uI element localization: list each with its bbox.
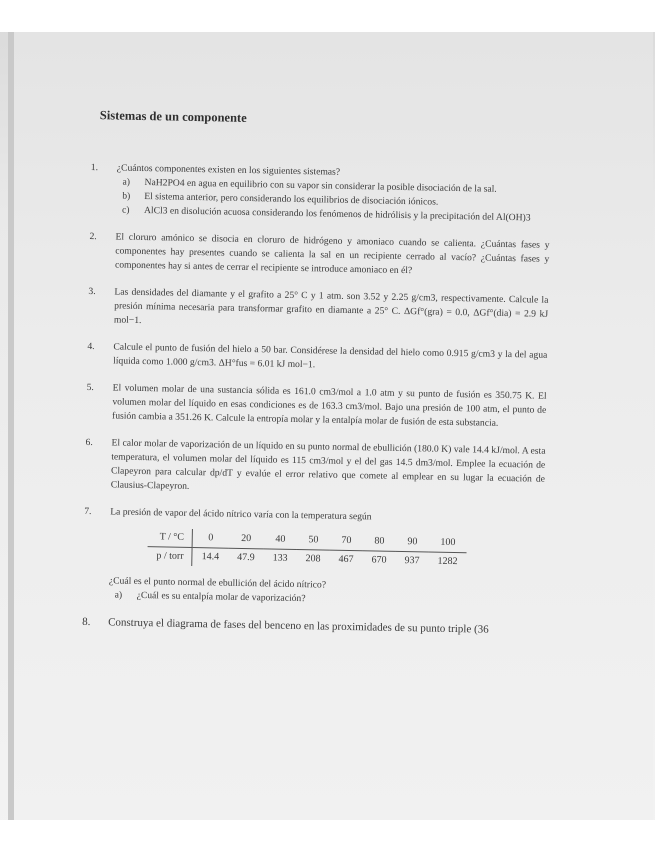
table-cell: 1282 bbox=[437, 555, 458, 568]
table-row-label: T / °C bbox=[148, 528, 193, 547]
question-6 bbox=[85, 436, 546, 501]
question-text: El calor molar de vaporización de un líquido en su punto normal de ebullición (180.0 K) vale 14.4 kJ/mol. A esta temperatura, el volumen molar del líquido es 115 cm3/mol y el del gas 14.5 dm3/mol. Emplee la ecuación de Clapeyron para calcular dp/dT y evalúe el error relativo que comete al emplear en su lugar la ecuación de Clausius-Clapeyron. bbox=[110, 437, 546, 492]
table-cell: 40 bbox=[264, 530, 297, 549]
document-title: Sistemas de un componente bbox=[99, 108, 247, 125]
question-text: El cloruro amónico se disocia en cloruro de hidrógeno y amoniaco cuando se calienta. ¿Cuántas fases y componentes hay presentes cuando se calienta la sal en un recipiente cerrado al vacío? ¿Cuántas fases y componentes hay si antes de cerrar el recipiente se introduce amoniaco en él? bbox=[114, 231, 550, 277]
subquestion-text: AlCl3 en disolución acuosa considerando los fenómenos de hidrólisis y la precipitación del Al(OH)3 bbox=[143, 205, 531, 224]
question-3 bbox=[88, 285, 549, 336]
question-5 bbox=[86, 381, 547, 432]
table-cell: 50 bbox=[297, 531, 330, 550]
table-cell: 70 bbox=[330, 532, 363, 551]
table-cell: 467 bbox=[338, 553, 354, 566]
table-cell: 20 bbox=[228, 530, 264, 549]
top-background bbox=[0, 0, 655, 32]
question-text: Las densidades del diamante y el grafito a 25° C y 1 atm. son 3.52 y 2.25 g/cm3, respectivamente. Calcule la presión mínima necesaria para transformar grafito en diamante a 25° C. ΔGf°(gra) = 0.0, ΔGf°(dia) = 2.9 kJ mol−1. bbox=[113, 286, 549, 326]
subquestion-letter: b) bbox=[122, 190, 131, 202]
table-cell: 133 bbox=[272, 552, 288, 564]
question-number: 1. bbox=[90, 161, 99, 174]
table-cell: 670 bbox=[371, 554, 387, 566]
subquestion-letter: a) bbox=[114, 589, 123, 601]
subquestion-text: El sistema anterior, pero considerando los equilibrios de disociación iónicos. bbox=[144, 191, 439, 208]
question-text: El volumen molar de una sustancia sólida es 161.0 cm3/mol a 1.0 atm y su punto de fusión es 350.75 K. El volumen molar del líquido en esas condiciones es de 163.3 cm3/mol. Bajo una presión de 100 atm, el punto de fusión cambia a 351.26 K. Calcule la entropía molar y la entalpía molar de fusión de esta substancia. bbox=[111, 382, 547, 429]
table-cell: 100 bbox=[429, 534, 467, 553]
subquestion-letter: a) bbox=[122, 176, 131, 188]
table-row-label: p / torr bbox=[147, 547, 192, 566]
question-text: La presión de vapor del ácido nítrico varía con la temperatura según bbox=[110, 506, 372, 523]
subquestion-text: ¿Cuál es su entalpía molar de vaporización? bbox=[136, 589, 306, 605]
question-number: 5. bbox=[86, 381, 94, 394]
question-2 bbox=[89, 230, 550, 281]
question-number: 2. bbox=[89, 230, 97, 243]
table-cell: 0 bbox=[192, 529, 228, 548]
question-number: 6. bbox=[85, 436, 93, 449]
table-cell: 208 bbox=[305, 553, 321, 565]
question-number: 8. bbox=[82, 615, 91, 629]
left-shadow-edge bbox=[8, 32, 14, 848]
question-7 bbox=[83, 505, 545, 611]
table-cell: 937 bbox=[404, 555, 420, 567]
table-cell: 80 bbox=[363, 532, 396, 551]
question-text: Calcule el punto de fusión del hielo a 50 bar. Considérese la densidad del hielo como 0.915 g/cm3 y la del agua líquida como 1.000 g/cm3. ΔH°fus = 6.01 kJ mol−1. bbox=[113, 341, 548, 371]
question-number: 4. bbox=[87, 340, 95, 353]
document-content bbox=[82, 108, 552, 652]
vapor-pressure-table bbox=[147, 528, 467, 571]
table-cell: 47.9 bbox=[237, 551, 255, 564]
question-1 bbox=[90, 161, 551, 226]
subquestion-text: NaH2PO4 en agua en equilibrio con su vapor sin considerar la posible disociación de la sal. bbox=[144, 177, 497, 195]
question-text: ¿Cuántos componentes existen en los siguientes sistemas? bbox=[116, 162, 341, 178]
subquestion-letter: c) bbox=[121, 204, 130, 216]
bottom-background bbox=[0, 820, 655, 848]
question-8 bbox=[82, 615, 542, 639]
question-4 bbox=[87, 340, 547, 377]
table-cell: 90 bbox=[396, 533, 429, 552]
question-number: 3. bbox=[88, 285, 96, 298]
question-number: 7. bbox=[84, 505, 92, 518]
question-text: Construya el diagrama de fases del benceno en las proximidades de su punto triple (36 bbox=[108, 616, 489, 636]
question-followup: ¿Cuál es el punto normal de ebullición del ácido nítrico? bbox=[108, 575, 327, 591]
table-cell: 14.4 bbox=[201, 551, 220, 563]
